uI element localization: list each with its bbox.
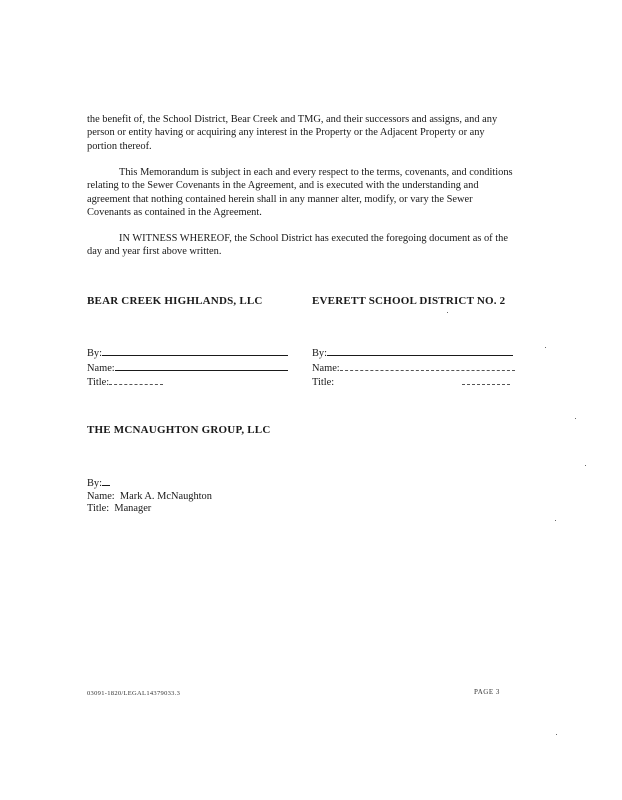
signature-name-line	[312, 361, 515, 376]
name-label: Name:	[312, 362, 340, 374]
signature-by-line	[312, 346, 515, 361]
signature-block-bear-creek	[87, 346, 288, 390]
paragraph-witness	[87, 232, 517, 259]
signature-by-line	[87, 346, 288, 361]
paragraph-witness-text: IN WITNESS WHEREOF, the School District has executed the foregoing document as of the day and year first above written.	[87, 233, 508, 258]
by-label: By:	[87, 478, 103, 489]
title-label: Title:	[312, 377, 335, 389]
scan-speck	[585, 465, 586, 466]
paragraph-memorandum	[87, 166, 517, 220]
scan-speck	[545, 347, 546, 348]
paragraph-benefit: the benefit of, the School District, Bear Creek and TMG, and their successors and assigns, and any person or entity having or acquiring any interest in the Property or the Adjacent Property or any portion thereof.	[87, 114, 498, 152]
title-label: Title:	[87, 377, 110, 389]
name-rule	[115, 361, 288, 371]
name-rule	[340, 361, 515, 371]
signatory-name: Name: Mark A. McNaughton	[87, 490, 212, 502]
signature-title-line	[87, 375, 288, 390]
scan-speck	[555, 520, 556, 521]
footer-page-number: PAGE 3	[474, 688, 500, 696]
by-label: By:	[312, 348, 328, 359]
title-rule	[109, 375, 163, 385]
scan-speck	[556, 734, 557, 735]
signature-title-line	[312, 375, 515, 390]
signature-rule	[102, 346, 288, 356]
signature-rule	[102, 476, 110, 486]
signature-name-line	[87, 361, 288, 376]
signature-rule	[327, 346, 513, 356]
scan-speck	[447, 312, 448, 313]
signature-block-mcnaughton	[87, 476, 212, 516]
title-rule	[462, 375, 510, 385]
name-label: Name:	[87, 362, 115, 374]
scan-speck	[575, 418, 576, 419]
signature-by-line	[87, 476, 212, 491]
by-label: By:	[87, 348, 103, 359]
party-name-bear-creek: BEAR CREEK HIGHLANDS, LLC	[87, 295, 263, 307]
footer-document-id: 03091-1820/LEGAL14379033.3	[87, 690, 181, 697]
party-name-mcnaughton: THE MCNAUGHTON GROUP, LLC	[87, 424, 271, 436]
signatory-title: Title: Manager	[87, 503, 152, 515]
signature-block-everett	[312, 346, 515, 390]
paragraph-memorandum-text: This Memorandum is subject in each and every respect to the terms, covenants, and conditions relating to the Sewer Covenants in the Agreement, and is executed with the understanding and agreement that nothing contained herein shall in any manner alter, modify, or vary the Sewer Covenants as contained in the Agreement.	[87, 167, 513, 219]
party-name-everett: EVERETT SCHOOL DISTRICT NO. 2	[312, 295, 506, 307]
